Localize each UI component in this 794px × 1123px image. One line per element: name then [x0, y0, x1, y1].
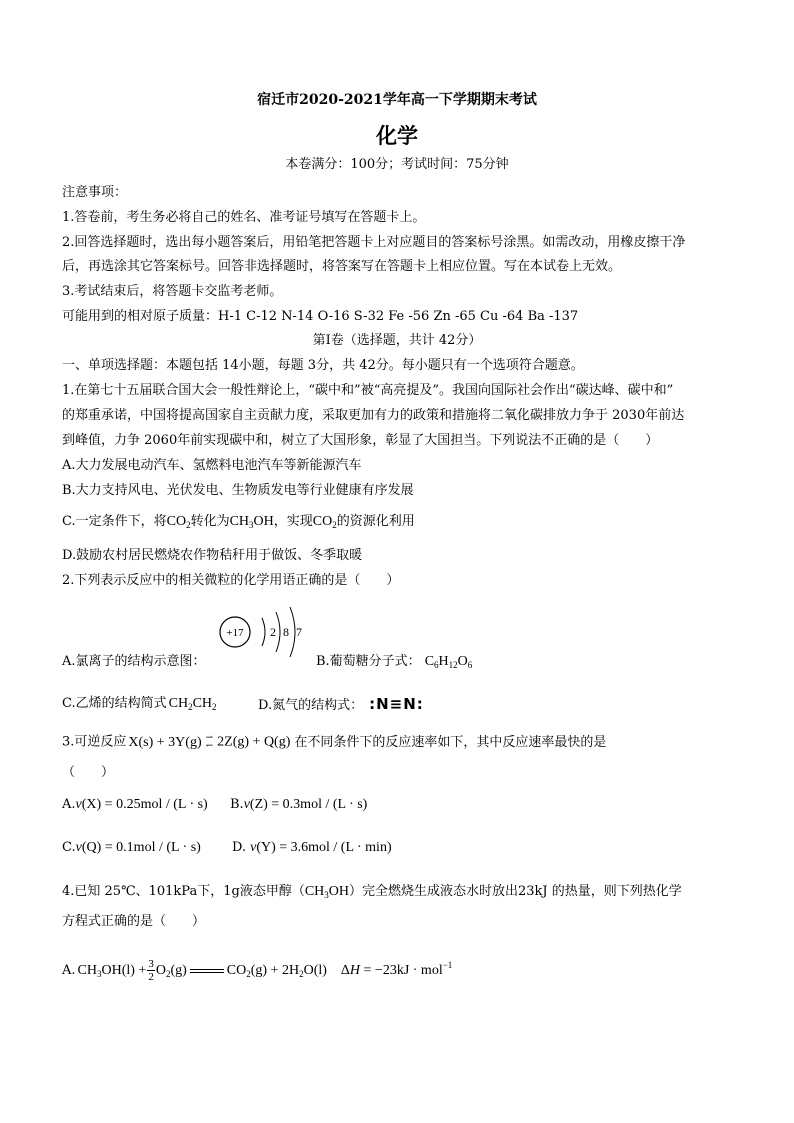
q2-option-c: C.乙烯的结构简式 $CH_2CH_2$ [62, 696, 217, 712]
q1-option-d: D.鼓励农村居民燃烧农作物秸秆用于做饭、冬季取暖 [62, 548, 363, 563]
note-item-2-line-2: 后，再选涂其它答案标号。回答非选择题时，将答案写在答题卡上相应位置。写在本试卷上无效。 [62, 259, 622, 274]
q1-line-2: 的郑重承诺，中国将提高国家自主贡献力度，采取更加有力的政策和措施将二氧化碳排放力争于 2030年前达 [62, 408, 685, 423]
q3-option-a: A.v(X) = 0.25mol / (L · s) [62, 797, 208, 812]
exam-info: 本卷满分：100分；考试时间：75分钟 [285, 157, 509, 172]
note-item-3: 3.考试结束后，将答题卡交监考老师。 [62, 284, 283, 299]
q3-stem-bracket: （ ） [62, 765, 115, 780]
q2-option-a: A.氯离子的结构示意图： [62, 654, 206, 669]
shell-1-electrons: 2 [270, 625, 276, 639]
part1-heading: 第Ⅰ卷（选择题，共计 42分） [312, 333, 482, 348]
q1-line-3: 到峰值，力争 2060年前实现碳中和，树立了大国形象，彰显了大国担当。下列说法不正确的是（ ） [62, 433, 659, 448]
q2-option-b: B.葡萄糖分子式： $C_6H_{12}O_6$ [316, 654, 473, 670]
n2-structural-formula: :N≡N: [369, 695, 424, 713]
q1-option-c: C.一定条件下，将$CO_2$转化为$CH_3OH$，实现$CO_2$的资源化利用 [62, 514, 415, 530]
q3-option-d: D. v(Y) = 3.6mol / (L · min) [232, 840, 392, 855]
q2-option-d: D.氮气的结构式： :N≡N: [258, 695, 424, 713]
atomic-masses: 可能用到的相对原子质量：H-1 C-12 N-14 O-16 S-32 Fe -56 Zn -65 Cu -64 Ba -137 [62, 309, 579, 324]
q2-stem: 2.下列表示反应中的相关微粒的化学用语正确的是（ ） [62, 573, 400, 588]
q3-stem: 3.可逆反应 X(s) + 3Y(g) ⇀ ↽ 2Z(g) + Q(g) 在不同条件下的反应速率如下，其中反应速率最快的是 [62, 733, 607, 751]
note-item-1: 1.答卷前，考生务必将自己的姓名、准考证号填写在答题卡上。 [62, 210, 426, 225]
q1-line-1: 1.在第七十五届联合国大会一般性辩论上，“碳中和”被“高亮提及”。我国向国际社会作出“碳达峰、碳中和” [62, 383, 674, 398]
atom-nucleus-label: +17 [226, 627, 244, 639]
chloride-ion-structure-diagram [218, 604, 314, 660]
shell-2-electrons: 8 [283, 625, 289, 639]
q3-option-c: C.v(Q) = 0.1mol / (L · s) [62, 840, 201, 855]
subject-title: 化学 [376, 123, 418, 148]
q3-option-b: B.v(Z) = 0.3mol / (L · s) [230, 797, 368, 812]
notes-heading: 注意事项： [62, 185, 128, 200]
q4-option-a: A. $CH_3OH(l)$ + $\frac{3}{2}$ $O_2(g) CO_2(g) + 2H_2O(l)$ ΔH = −23kJ · mol$^{-1}$ [62, 958, 453, 983]
q1-option-b: B.大力支持风电、光伏发电、生物质发电等行业健康有序发展 [62, 483, 414, 498]
note-item-2-line-1: 2.回答选择题时，选出每小题答案后，用铅笔把答题卡上对应题目的答案标号涂黑。如需改动，用橡皮擦干净 [62, 235, 686, 250]
q1-option-a: A.大力发展电动汽车、氢燃料电池汽车等新能源汽车 [62, 458, 362, 473]
q4-stem-line-2: 方程式正确的是（ ） [62, 914, 206, 929]
shell-3-electrons: 7 [296, 625, 302, 639]
exam-title: 宿迁市2020-2021学年高一下学期期末考试 [257, 92, 537, 108]
q4-stem-line-1: 4.已知 25℃、101kPa下，1g液态甲醇$(CH_3OH)$完全燃烧生成液态水时放出23kJ 的热量，则下列热化学 [62, 884, 682, 900]
part1-instructions: 一、单项选择题：本题包括 14小题，每题 3分，共 42分。每小题只有一个选项符合题意。 [62, 358, 584, 373]
